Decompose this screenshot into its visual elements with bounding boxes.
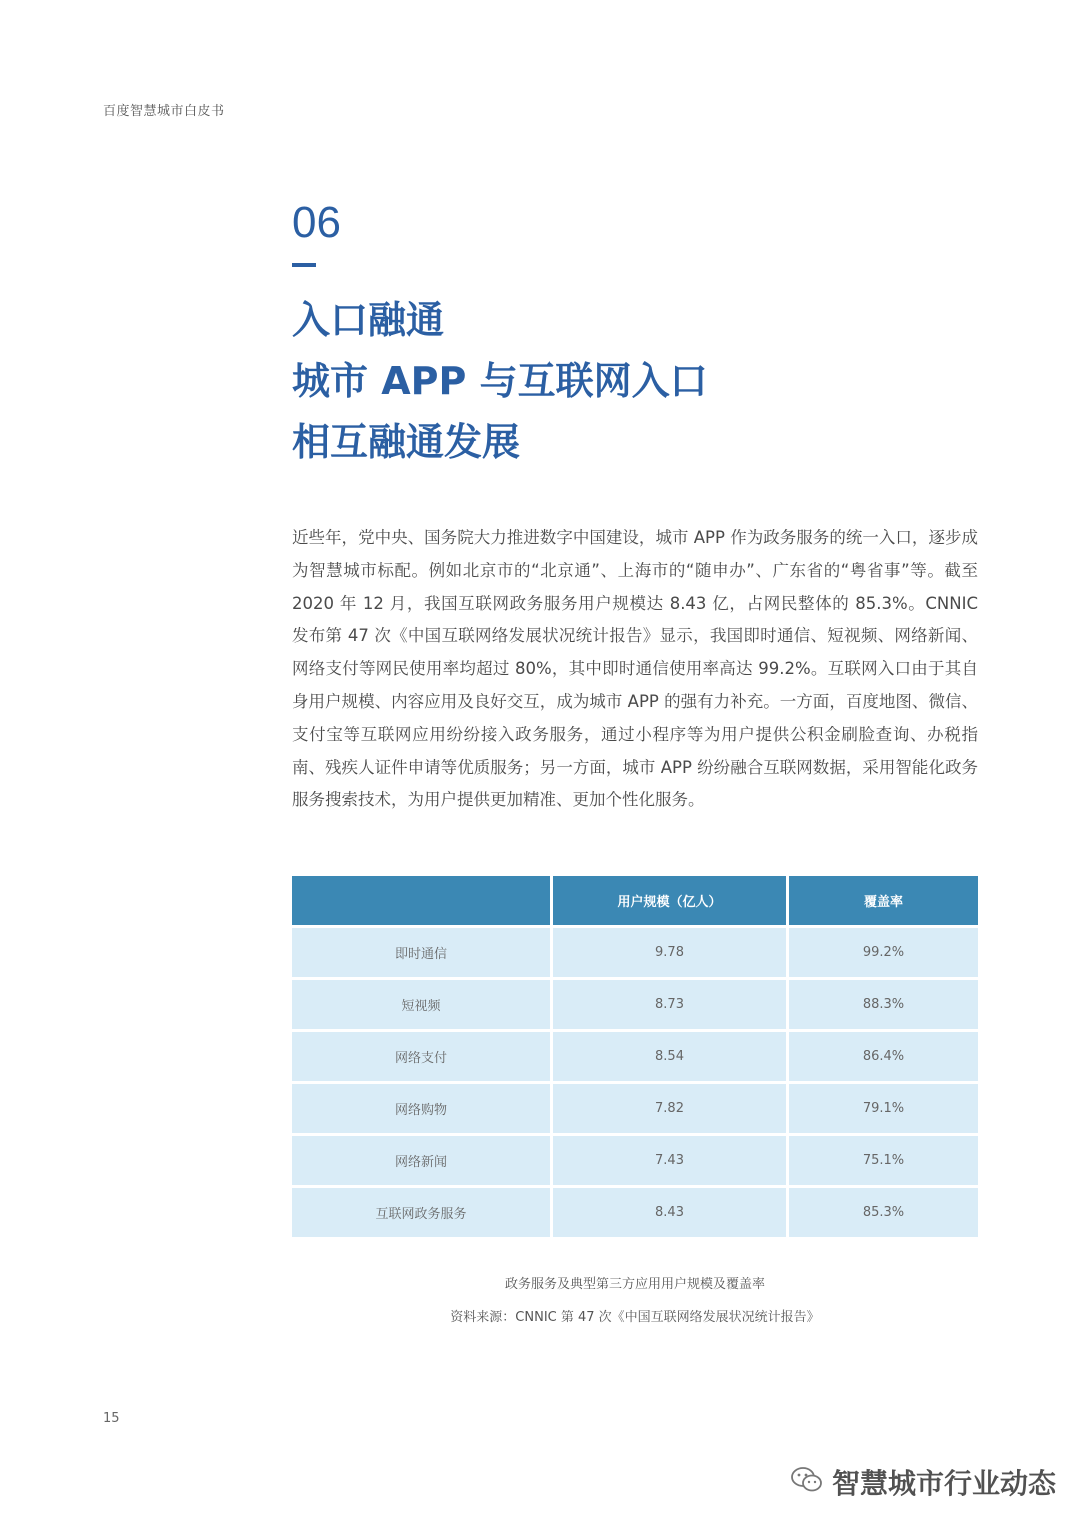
chapter-number: 06 bbox=[292, 198, 341, 247]
table-header-cell: 覆盖率 bbox=[786, 876, 978, 925]
chapter-title bbox=[292, 290, 708, 473]
table-cell: 网络新闻 bbox=[292, 1136, 550, 1185]
table-cell: 短视频 bbox=[292, 980, 550, 1029]
running-title: 百度智慧城市白皮书 bbox=[103, 104, 225, 119]
table-caption: 政务服务及典型第三方应用用户规模及覆盖率 bbox=[504, 1277, 765, 1292]
chapter-title-line: 相互融通发展 bbox=[292, 420, 521, 464]
table-row bbox=[292, 1188, 978, 1237]
table-cell: 即时通信 bbox=[292, 928, 550, 977]
table-cell: 79.1% bbox=[786, 1084, 978, 1133]
table-row bbox=[292, 928, 978, 977]
table-cell: 7.43 bbox=[550, 1136, 786, 1185]
table-cell: 88.3% bbox=[786, 980, 978, 1029]
table-cell: 86.4% bbox=[786, 1032, 978, 1081]
page-number: 15 bbox=[103, 1411, 120, 1426]
table-cell: 网络支付 bbox=[292, 1032, 550, 1081]
chapter-title-line: 入口融通 bbox=[292, 298, 445, 342]
table-cell: 8.43 bbox=[550, 1188, 786, 1237]
body-paragraph: 近些年，党中央、国务院大力推进数字中国建设，城市 APP 作为政务服务的统一入口，逐步成为智慧城市标配。例如北京市的“北京通”、上海市的“随申办”、广东省的“粤省事”等。截至 2020 年 12 月，我国互联网政务服务用户规模达 8.43 亿，占网民整体的 85.3%。CNNIC 发布第 47 次《中国互联网络发展状况统计报告》显示，我国即时通信、短视频、网络新闻、网络支付等网民使用率均超过 80%，其中即时通信使用率高达 99.2%。互联网入口由于其自身用户规模、内容应用及良好交互，成为城市 APP 的强有力补充。一方面，百度地图、微信、支付宝等互联网应用纷纷接入政务服务，通过小程序等为用户提供公积金刷脸查询、办税指南、残疾人证件申请等优质服务；另一方面，城市 APP 纷纷融合互联网数据，采用智能化政务服务搜索技术，为用户提供更加精准、更加个性化服务。 bbox=[292, 528, 978, 810]
table-cell: 7.82 bbox=[550, 1084, 786, 1133]
table-cell: 85.3% bbox=[786, 1188, 978, 1237]
table-cell: 8.73 bbox=[550, 980, 786, 1029]
table-row bbox=[292, 1136, 978, 1185]
chapter-title-line: 城市 APP 与互联网入口 bbox=[292, 359, 708, 403]
table-row bbox=[292, 1084, 978, 1133]
table-cell: 75.1% bbox=[786, 1136, 978, 1185]
table-header-cell bbox=[292, 876, 550, 925]
table-source: 资料来源：CNNIC 第 47 次《中国互联网络发展状况统计报告》 bbox=[450, 1310, 820, 1325]
watermark-text: 智慧城市行业动态 bbox=[832, 1467, 1057, 1500]
usage-table bbox=[292, 873, 978, 1240]
table-cell: 网络购物 bbox=[292, 1084, 550, 1133]
table-header-row bbox=[292, 876, 978, 925]
table-cell: 8.54 bbox=[550, 1032, 786, 1081]
chapter-divider bbox=[292, 263, 316, 267]
table-cell: 9.78 bbox=[550, 928, 786, 977]
table-cell: 互联网政务服务 bbox=[292, 1188, 550, 1237]
watermark bbox=[790, 1462, 1056, 1502]
table-cell: 99.2% bbox=[786, 928, 978, 977]
table-header-cell: 用户规模（亿人） bbox=[550, 876, 786, 925]
table-row bbox=[292, 1032, 978, 1081]
wechat-icon bbox=[790, 1465, 824, 1499]
table-row bbox=[292, 980, 978, 1029]
